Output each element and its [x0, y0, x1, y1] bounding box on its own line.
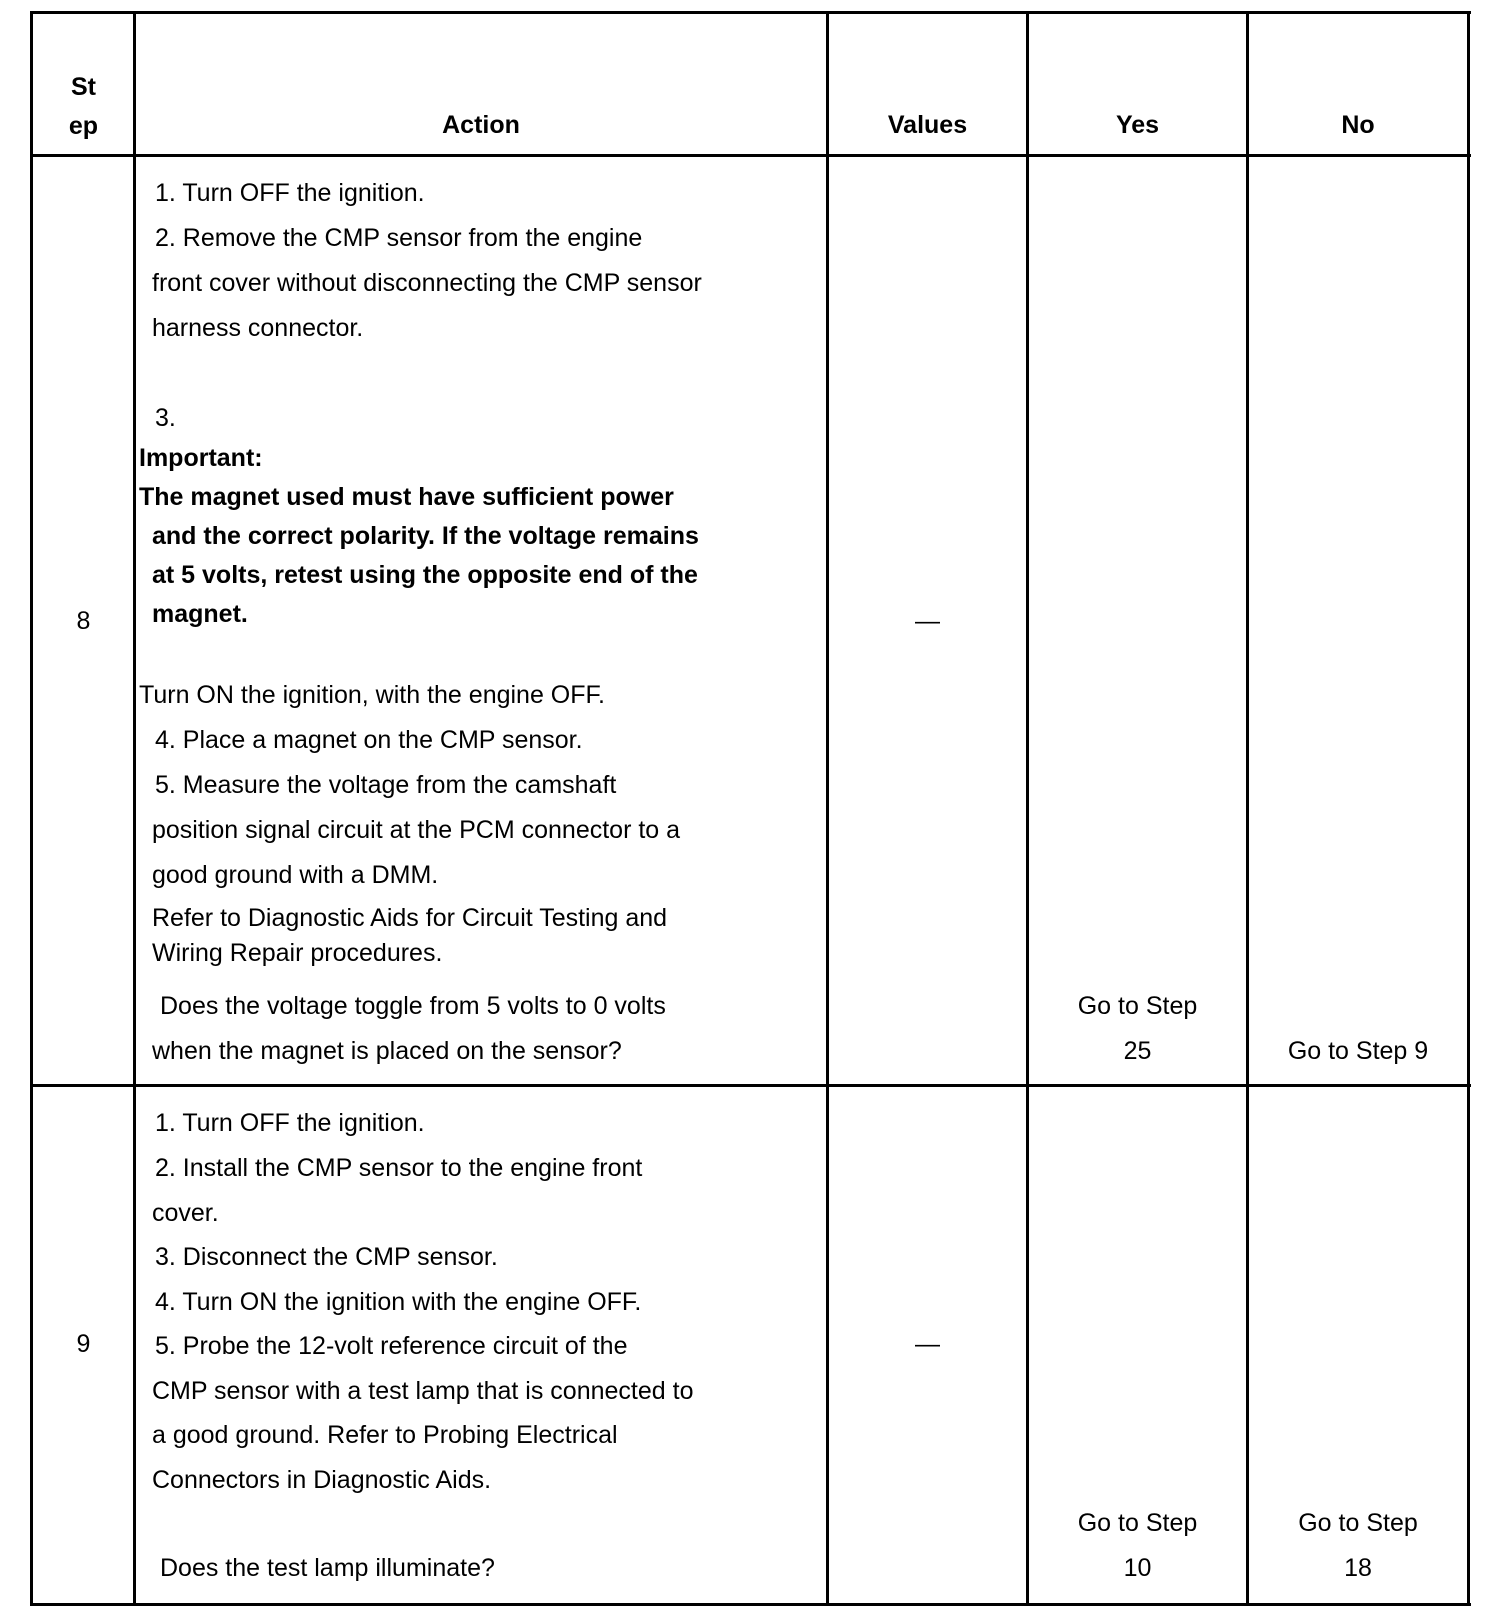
important-text: and the correct polarity. If the voltage remains: [152, 522, 699, 550]
action-question: Does the test lamp illuminate?: [160, 1554, 495, 1582]
important-text: at 5 volts, retest using the opposite end of the: [152, 561, 698, 589]
header-yes: Yes: [1115, 111, 1160, 139]
action-line: 1. Turn OFF the ignition.: [155, 1109, 425, 1137]
action-line: 1. Turn OFF the ignition.: [155, 179, 425, 207]
column-divider-action: [826, 11, 829, 1606]
action-question: Does the voltage toggle from 5 volts to 0 volts: [160, 992, 666, 1020]
no-cell: Go to Step 9: [1287, 1037, 1429, 1065]
action-line: 4. Turn ON the ignition with the engine OFF.: [155, 1288, 642, 1316]
action-line: good ground with a DMM.: [152, 861, 439, 889]
yes-cell-line1: Go to Step: [1077, 992, 1198, 1020]
step-number: 8: [76, 607, 91, 635]
yes-cell-line2: 25: [1123, 1037, 1152, 1065]
header-no: No: [1341, 111, 1375, 139]
action-line: harness connector.: [152, 314, 364, 342]
yes-cell-line1: Go to Step: [1077, 1509, 1198, 1537]
action-line: 2. Install the CMP sensor to the engine front: [155, 1154, 643, 1182]
important-text: The magnet used must have sufficient power: [139, 483, 674, 511]
action-line: CMP sensor with a test lamp that is connected to: [152, 1377, 694, 1405]
table-border-right: [1467, 11, 1470, 1606]
action-line: position signal circuit at the PCM connector to a: [152, 816, 681, 844]
action-line: cover.: [152, 1199, 219, 1227]
action-line: a good ground. Refer to Probing Electrical: [152, 1421, 618, 1449]
action-line: front cover without disconnecting the CMP sensor: [152, 269, 702, 297]
action-line: Wiring Repair procedures.: [152, 939, 443, 967]
header-divider: [30, 154, 1471, 157]
action-line: 2. Remove the CMP sensor from the engine: [155, 224, 643, 252]
action-line: 3.: [155, 404, 176, 432]
header-action: Action: [442, 111, 520, 139]
row-divider: [30, 1084, 1471, 1087]
no-cell-line1: Go to Step: [1298, 1509, 1418, 1537]
column-divider-yes: [1246, 11, 1249, 1606]
important-label: Important:: [139, 444, 263, 472]
yes-cell-line2: 10: [1123, 1554, 1152, 1582]
table-border-bottom: [30, 1603, 1471, 1606]
step-number: 9: [76, 1330, 91, 1358]
important-text: magnet.: [152, 600, 248, 628]
action-question: when the magnet is placed on the sensor?: [152, 1037, 622, 1065]
column-divider-values: [1026, 11, 1029, 1606]
action-line: 5. Probe the 12-volt reference circuit of the: [155, 1332, 628, 1360]
action-line: Turn ON the ignition, with the engine OFF.: [139, 681, 605, 709]
action-line: Connectors in Diagnostic Aids.: [152, 1466, 492, 1494]
table-border-left: [30, 11, 33, 1606]
values-cell: —: [915, 1330, 940, 1358]
values-cell: —: [915, 607, 940, 635]
header-step-line2: ep: [68, 112, 99, 140]
header-values: Values: [887, 111, 968, 139]
no-cell-line2: 18: [1344, 1554, 1372, 1582]
action-line: Refer to Diagnostic Aids for Circuit Testing and: [152, 904, 668, 932]
action-line: 3. Disconnect the CMP sensor.: [155, 1243, 498, 1271]
header-step-line1: St: [71, 73, 96, 101]
table-border-top: [30, 11, 1471, 14]
action-line: 5. Measure the voltage from the camshaft: [155, 771, 617, 799]
column-divider-step: [133, 11, 136, 1606]
action-line: 4. Place a magnet on the CMP sensor.: [155, 726, 583, 754]
